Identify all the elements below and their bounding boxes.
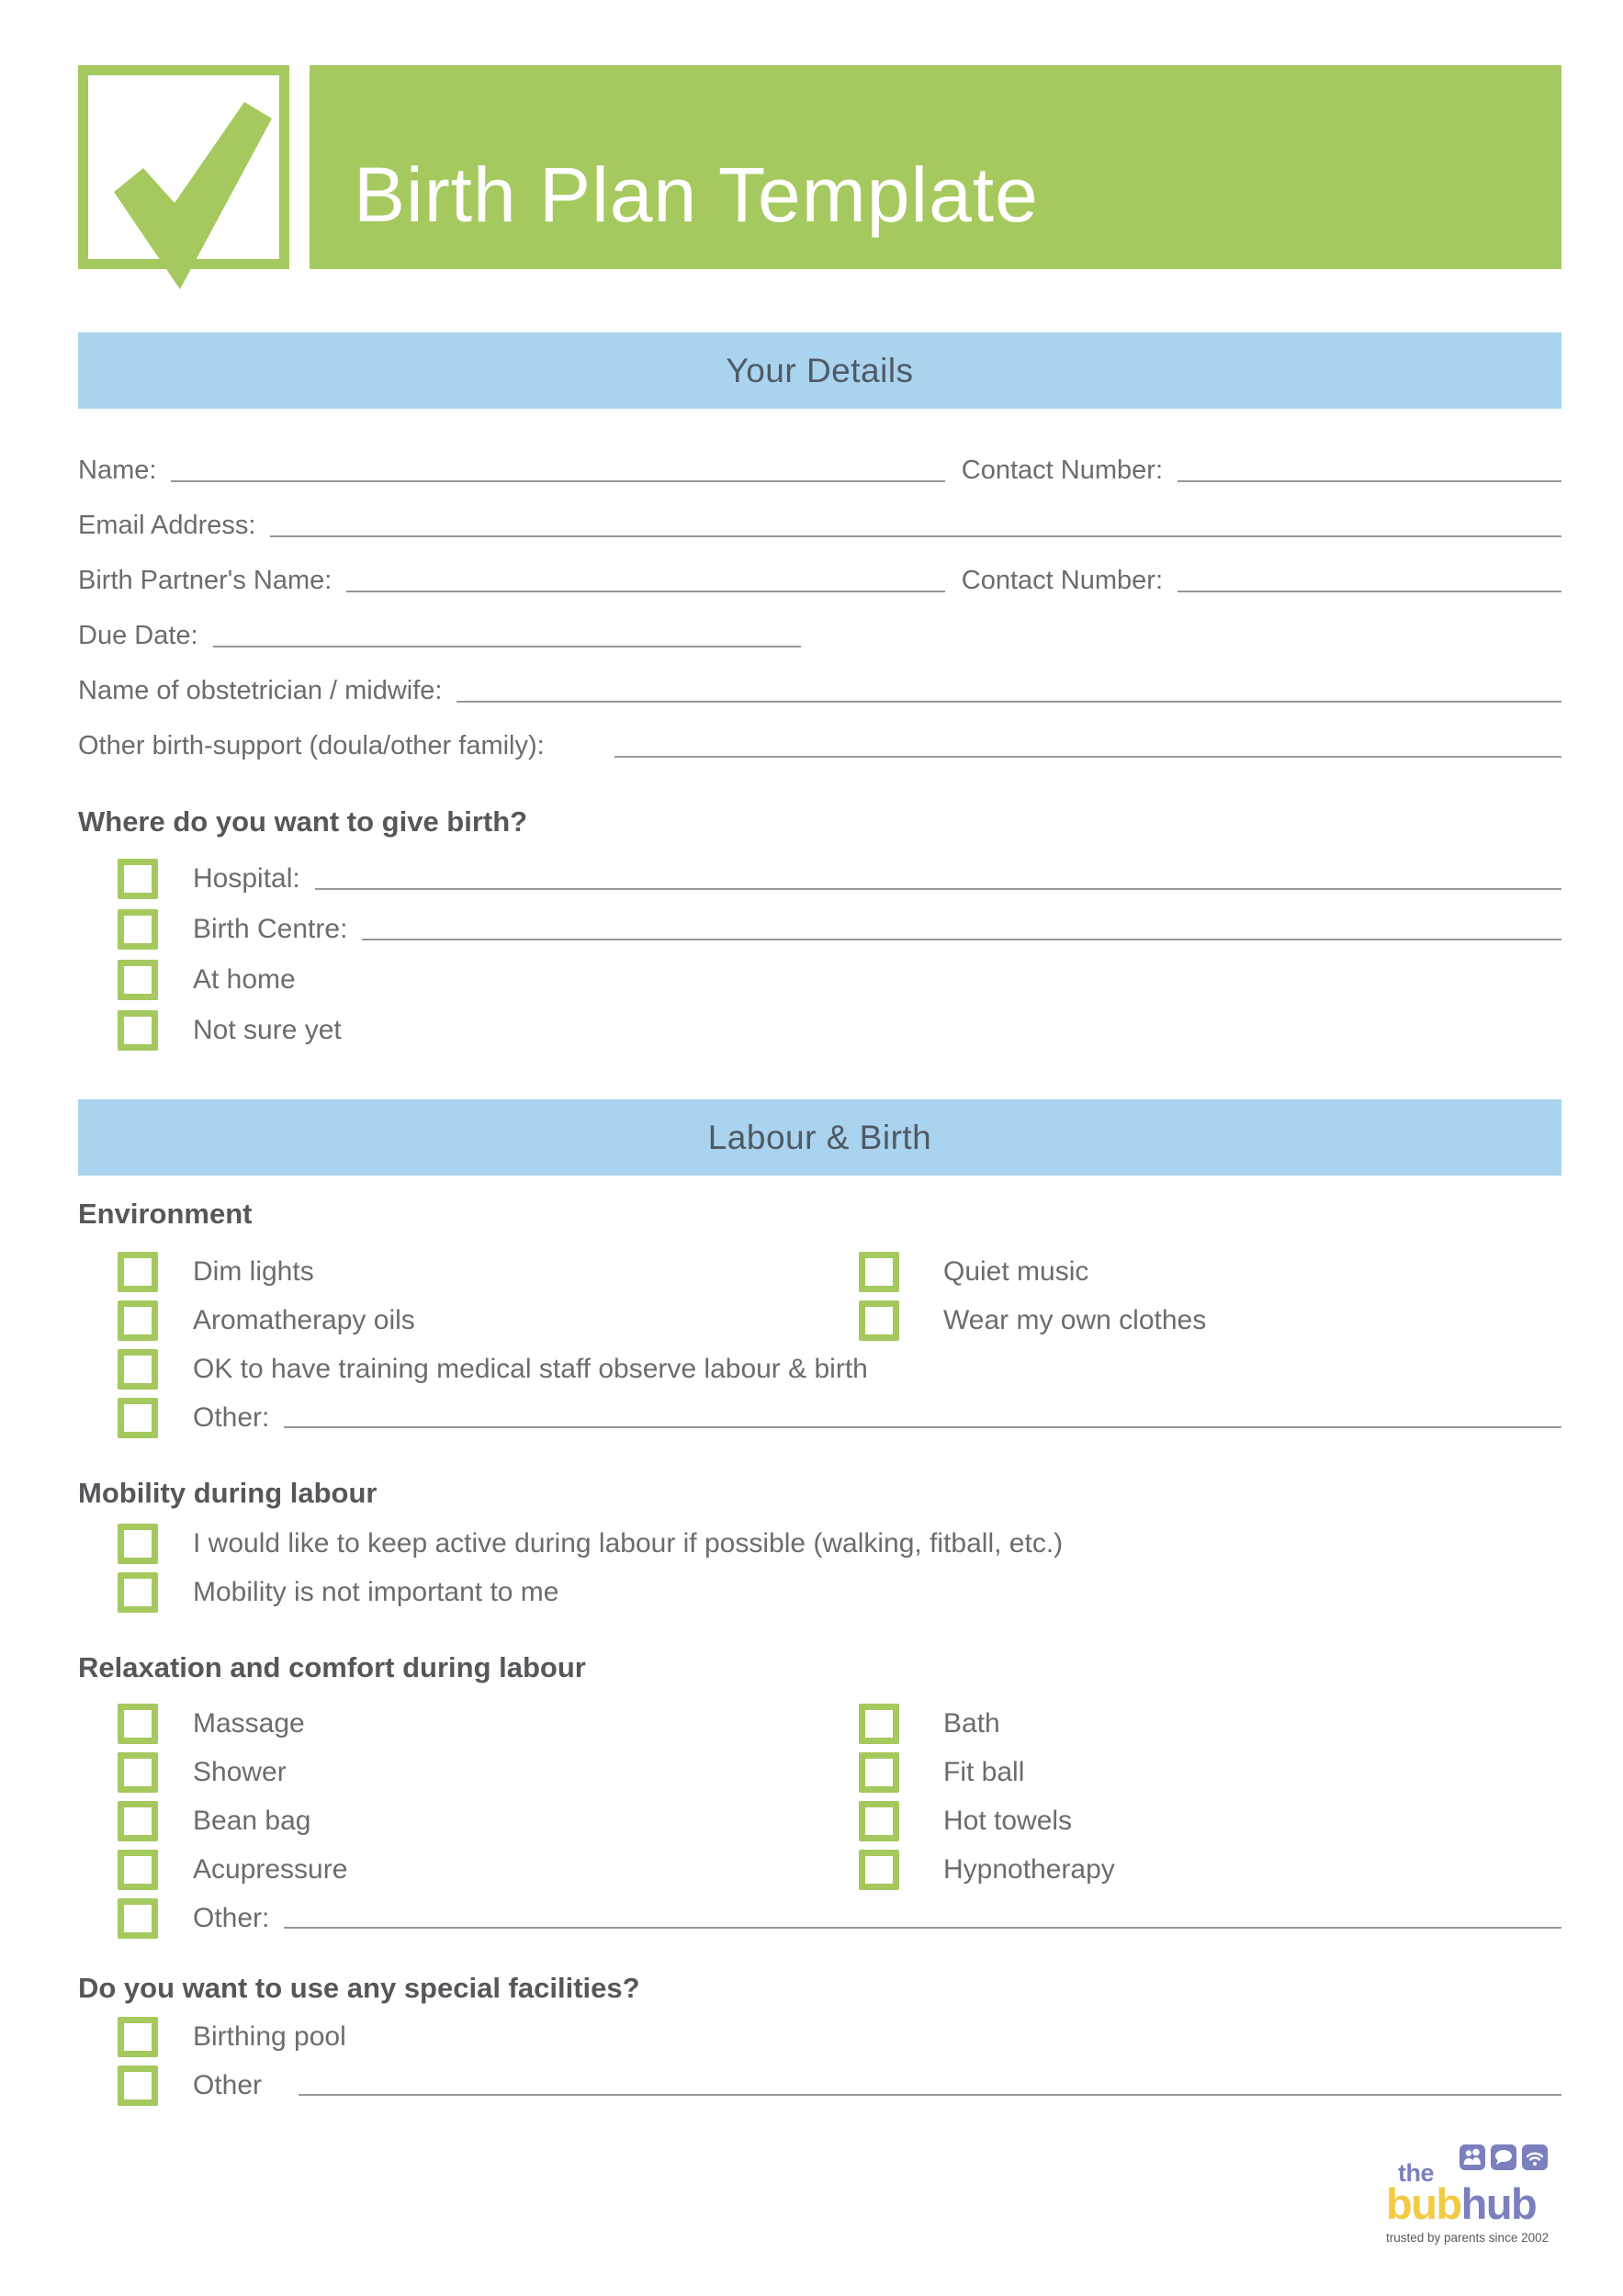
option-row-hospital xyxy=(78,853,1561,904)
bubhub-hub: hub xyxy=(1460,2179,1537,2228)
env-row-2 xyxy=(78,1296,1561,1345)
relaxation-options xyxy=(78,1699,1561,1942)
contact-number-label: Contact Number: xyxy=(961,456,1163,485)
email-label: Email Address: xyxy=(78,511,256,540)
relax-other-input-line[interactable] xyxy=(284,1927,1561,1929)
observe-staff-label: OK to have training medical staff observe labour & birth xyxy=(193,1353,868,1384)
name-input-line[interactable] xyxy=(171,480,944,482)
checkbox-quiet-music[interactable] xyxy=(859,1252,899,1292)
shower-label: Shower xyxy=(193,1756,287,1787)
birth-partner-input-line[interactable] xyxy=(346,591,945,592)
facilities-heading: Do you want to use any special facilities? xyxy=(78,1972,640,2004)
checkbox-env-other[interactable] xyxy=(118,1398,158,1438)
row-obstetrician xyxy=(78,653,1561,708)
facilities-other-input-line[interactable] xyxy=(299,2094,1561,2096)
details-form xyxy=(78,433,1561,763)
section-labour-birth xyxy=(78,1099,1561,1176)
mobility-row-active xyxy=(78,1519,1561,1568)
checkbox-shower[interactable] xyxy=(118,1752,158,1793)
due-date-label: Due Date: xyxy=(78,621,198,650)
relax-row-2 xyxy=(78,1748,1561,1796)
section-title: Your Details xyxy=(726,351,914,389)
acupressure-label: Acupressure xyxy=(193,1853,348,1885)
birth-centre-label: Birth Centre: xyxy=(193,913,348,944)
row-other-support xyxy=(78,708,1561,763)
page-title: Birth Plan Template xyxy=(354,151,1039,238)
checkbox-acupressure[interactable] xyxy=(118,1850,158,1890)
facilities-options xyxy=(78,2012,1561,2110)
contact-number-2-label: Contact Number: xyxy=(961,566,1163,595)
relax-row-1 xyxy=(78,1699,1561,1748)
checkbox-hospital[interactable] xyxy=(118,859,158,899)
bubhub-tagline: trusted by parents since 2002 xyxy=(1386,2231,1550,2245)
other-support-label: Other birth-support (doula/other family): xyxy=(78,731,545,760)
relax-row-other xyxy=(78,1894,1561,1942)
checkbox-own-clothes[interactable] xyxy=(859,1300,899,1341)
checkmark-logo xyxy=(78,65,289,269)
mobility-options xyxy=(78,1519,1561,1616)
birth-place-heading: Where do you want to give birth? xyxy=(78,805,528,838)
checkbox-dim-lights[interactable] xyxy=(118,1252,158,1292)
option-row-at-home xyxy=(78,954,1561,1005)
dim-lights-label: Dim lights xyxy=(193,1255,314,1287)
checkbox-massage[interactable] xyxy=(118,1704,158,1744)
bubhub-wordmark xyxy=(1386,2178,1548,2229)
bubhub-icons xyxy=(1460,2144,1548,2170)
row-due-date xyxy=(78,598,1561,653)
checkbox-observe-staff[interactable] xyxy=(118,1349,158,1390)
env-row-other xyxy=(78,1393,1561,1442)
env-row-1 xyxy=(78,1247,1561,1296)
mobility-not-important-label: Mobility is not important to me xyxy=(193,1576,559,1607)
bubhub-logo xyxy=(1386,2144,1548,2245)
option-row-not-sure xyxy=(78,1005,1561,1055)
bean-bag-label: Bean bag xyxy=(193,1805,311,1836)
option-row-birth-centre xyxy=(78,904,1561,954)
checkbox-hot-towels[interactable] xyxy=(859,1801,899,1841)
checkbox-bath[interactable] xyxy=(859,1704,899,1744)
hot-towels-label: Hot towels xyxy=(943,1805,1073,1836)
checkbox-keep-active[interactable] xyxy=(118,1524,158,1564)
keep-active-label: I would like to keep active during labour if possible (walking, fitball, etc.) xyxy=(193,1527,1064,1559)
fit-ball-label: Fit ball xyxy=(943,1756,1025,1787)
bath-label: Bath xyxy=(943,1707,1000,1739)
mobility-row-not-important xyxy=(78,1568,1561,1616)
facilities-row-pool xyxy=(78,2012,1561,2061)
name-label: Name: xyxy=(78,456,157,485)
environment-heading: Environment xyxy=(78,1198,253,1230)
people-icon xyxy=(1460,2144,1485,2170)
checkbox-relax-other[interactable] xyxy=(118,1898,158,1939)
birth-place-options xyxy=(78,853,1561,1055)
obstetrician-label: Name of obstetrician / midwife: xyxy=(78,676,443,705)
email-input-line[interactable] xyxy=(270,535,1561,537)
birth-partner-label: Birth Partner's Name: xyxy=(78,566,332,595)
wifi-icon xyxy=(1522,2144,1548,2170)
checkbox-mobility-not-important[interactable] xyxy=(118,1572,158,1613)
env-other-label: Other: xyxy=(193,1401,270,1433)
title-banner xyxy=(310,65,1561,269)
relaxation-heading: Relaxation and comfort during labour xyxy=(78,1651,586,1683)
hypnotherapy-label: Hypnotherapy xyxy=(943,1853,1115,1885)
due-date-input-line[interactable] xyxy=(213,646,801,647)
env-other-input-line[interactable] xyxy=(284,1426,1561,1428)
checkbox-not-sure[interactable] xyxy=(118,1010,158,1051)
row-email xyxy=(78,488,1561,543)
contact-number-2-input-line[interactable] xyxy=(1178,591,1561,592)
header xyxy=(78,65,1561,269)
checkmark-icon xyxy=(90,88,274,299)
not-sure-label: Not sure yet xyxy=(193,1014,342,1045)
checkbox-facilities-other[interactable] xyxy=(118,2065,158,2106)
relax-row-3 xyxy=(78,1796,1561,1845)
row-name xyxy=(78,433,1561,488)
mobility-heading: Mobility during labour xyxy=(78,1477,378,1509)
relax-row-4 xyxy=(78,1845,1561,1894)
birthing-pool-label: Birthing pool xyxy=(193,2020,346,2052)
checkbox-hypnotherapy[interactable] xyxy=(859,1850,899,1890)
facilities-other-label: Other xyxy=(193,2069,263,2100)
obstetrician-input-line[interactable] xyxy=(456,701,1561,703)
at-home-label: At home xyxy=(193,963,296,995)
quiet-music-label: Quiet music xyxy=(943,1255,1089,1287)
facilities-row-other xyxy=(78,2061,1561,2110)
section-title: Labour & Birth xyxy=(707,1118,932,1156)
chat-icon xyxy=(1491,2144,1516,2170)
environment-options xyxy=(78,1247,1561,1442)
contact-number-input-line[interactable] xyxy=(1178,480,1561,482)
own-clothes-label: Wear my own clothes xyxy=(943,1304,1207,1335)
checkbox-birthing-pool[interactable] xyxy=(118,2017,158,2057)
env-row-observe xyxy=(78,1345,1561,1393)
checkbox-fit-ball[interactable] xyxy=(859,1752,899,1793)
relax-other-label: Other: xyxy=(193,1902,270,1933)
checkbox-bean-bag[interactable] xyxy=(118,1801,158,1841)
checkbox-birth-centre[interactable] xyxy=(118,909,158,950)
section-your-details xyxy=(78,332,1561,409)
row-birth-partner xyxy=(78,543,1561,598)
other-support-input-line[interactable] xyxy=(614,756,1561,758)
checkbox-aromatherapy[interactable] xyxy=(118,1300,158,1341)
bubhub-the: the xyxy=(1398,2159,1434,2187)
aromatherapy-label: Aromatherapy oils xyxy=(193,1304,415,1335)
massage-label: Massage xyxy=(193,1707,305,1739)
bubhub-bub: bub xyxy=(1386,2179,1461,2228)
hospital-input-line[interactable] xyxy=(315,888,1561,890)
checkbox-at-home[interactable] xyxy=(118,960,158,1000)
birth-centre-input-line[interactable] xyxy=(362,939,1561,940)
hospital-label: Hospital: xyxy=(193,862,300,894)
